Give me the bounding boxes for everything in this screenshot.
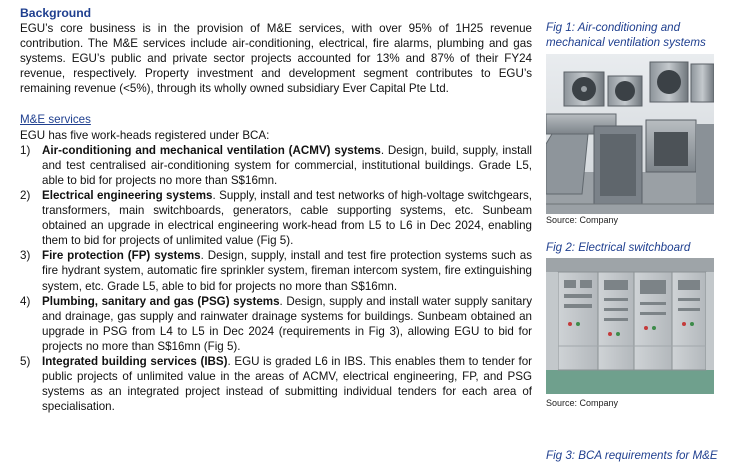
fig2-title: Fig 2: Electrical switchboard [546, 241, 691, 254]
services-list [20, 143, 532, 415]
fig2-image [546, 258, 714, 394]
me-services-heading: M&E services [20, 113, 91, 127]
item-number: 1) [20, 143, 31, 157]
fig2-source: Source: Company [546, 398, 619, 408]
list-item-ibs [20, 354, 532, 414]
item-title: Electrical engineering systems [42, 188, 213, 202]
switchboard-image [546, 258, 714, 394]
list-item-electrical [20, 188, 532, 248]
item-number: 2) [20, 188, 31, 202]
item-body: . Design, supply and install water supply sanitary and drainage, gas supply and rainwater drainage systems for buildings. Sunbeam obtained an upgrade in PSG from L4 to L5 in Dec 2024 (requirements in Fig 3), allowing EGU to bid for projects no more than S$16mn (Fig 5). [42, 294, 532, 353]
main-column [20, 6, 532, 414]
fig1-source: Source: Company [546, 215, 619, 225]
me-services-intro: EGU has five work-heads registered under BCA: [20, 128, 270, 142]
list-item-acmv [20, 143, 532, 188]
list-item-psg [20, 294, 532, 354]
item-title: Fire protection (FP) systems [42, 249, 201, 263]
background-paragraph: EGU’s core business is in the provision of M&E services, with over 95% of 1H25 revenue contribution. The M&E services include air-conditioning, electrical, fire alarms, plumbing and gas systems. EGU’s public and private sector projects accounted for 13% and 87% of their FY24 revenue, respectively. Property investment and development segment contributes to EGU’s remaining revenue (<5%), through its wholly owned subsidiary Ever Capital Pte Ltd. [20, 22, 532, 96]
fig1-title: Fig 1: Air-conditioning and mechanical ventilation systems [546, 21, 706, 49]
item-number: 3) [20, 249, 31, 263]
item-number: 5) [20, 354, 31, 368]
item-body: . Supply, install and test networks of high-voltage switchgears, transformers, main switchboards, generators, cable supporting systems, etc. Sunbeam obtained an upgrade in electrical engineering work-head from L5 to L6 in Dec 2024, enabling them to bid for projects of unlimited value (Fig 5). [42, 188, 532, 248]
item-title: Air-conditioning and mechanical ventilation (ACMV) systems [42, 143, 381, 157]
item-number: 4) [20, 294, 31, 308]
item-body: . Design, supply, install and test fire protection systems such as fire hydrant system, automatic fire sprinkler system, fireman intercom system, fire extinguishing system, etc. Grade L5, able to bid for projects no more than S$16mn. [42, 249, 532, 293]
item-body: . EGU is graded L6 in IBS. This enables them to tender for public projects of unlimited value in the areas of ACMV, electrical engineering, FP, and PSG systems as an integrated project instead of submitting individual tenders for each area of specialisation. [42, 354, 533, 414]
acmv-units-image [546, 54, 714, 214]
item-title: Plumbing, sanitary and gas (PSG) systems [42, 294, 280, 308]
background-heading: Background [20, 6, 92, 20]
fig3-title: Fig 3: BCA requirements for M&E [546, 449, 718, 462]
list-item-fire-protection [20, 248, 532, 293]
fig1-image [546, 54, 714, 214]
item-title: Integrated building services (IBS) [42, 354, 228, 368]
item-body: . Design, build, supply, install and test centralised air-conditioning system for commercial, institutional buildings. Grade L5, able to bid for projects no more than S$16mn. [42, 143, 533, 187]
